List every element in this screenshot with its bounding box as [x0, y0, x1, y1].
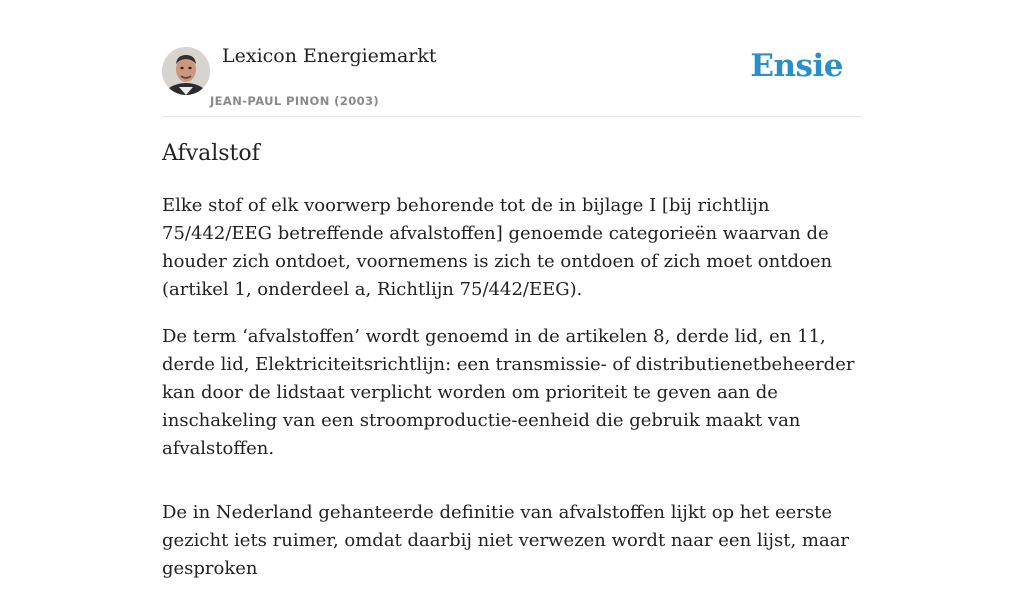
- paragraph-spacer: [162, 482, 862, 499]
- entry-header: [162, 0, 862, 117]
- book-title-link[interactable]: Lexicon Energiemarkt: [222, 45, 437, 67]
- entry-paragraph: Elke stof of elk voorwerp behorende tot de in bijlage I [bij richtlijn 75/442/EEG betreffende afvalstoffen] genoemde categorieën waarvan de houder zich ontdoet, voornemens is zich te ontdoen of zich moet ontdoen (artikel 1, onderdeel a, Richtlijn 75/442/EEG).: [162, 195, 833, 300]
- entry-content: [162, 138, 862, 602]
- author-portrait-icon: [162, 47, 210, 95]
- entry-paragraph: De term ‘afvalstoffen’ wordt genoemd in de artikelen 8, derde lid, en 11, derde lid, Elektriciteitsrichtlijn: een transmissie- of distributienetbeheerder kan door de lidstaat verplicht worden om prioriteit te geven aan de inschakeling van een stroomproductie-eenheid die gebruik maakt van afvalstoffen.: [162, 326, 855, 459]
- entry-title: Afvalstof: [162, 141, 260, 166]
- entry-paragraph: De in Nederland gehanteerde definitie van afvalstoffen lijkt op het eerste gezicht iets ruimer, omdat daarbij niet verwezen wordt naar een lijst, maar gesproken: [162, 502, 850, 579]
- page: [162, 0, 862, 579]
- author-credit: JEAN-PAUL PINON (2003): [210, 94, 380, 108]
- author-avatar[interactable]: [162, 47, 210, 95]
- ensie-logo-link[interactable]: Ensie: [750, 48, 843, 84]
